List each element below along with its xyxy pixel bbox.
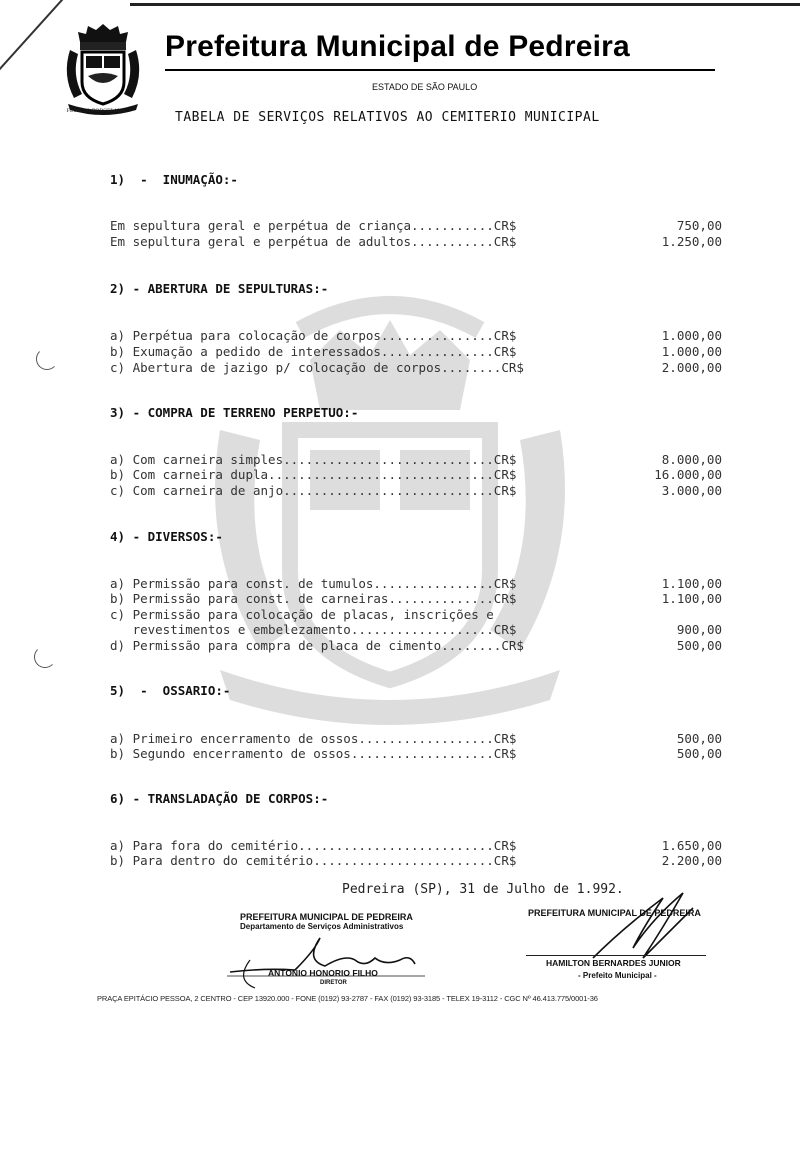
list-item: a) Primeiro encerramento de ossos..................CR$ — [110, 731, 517, 746]
footer-address: PRAÇA EPITÁCIO PESSOA, 2 CENTRO - CEP 13920.000 - FONE (0192) 93-2787 - FAX (0192) 93-3185 - TELEX 19-3112 - CGC Nº 46.413.775/0001-36 — [97, 994, 598, 1003]
section-inumacao-title: 1) - INUMAÇÃO:- — [110, 172, 238, 187]
signature-block-right — [528, 908, 738, 980]
section-ossario-title: 5) - OSSARIO:- — [110, 683, 231, 698]
section-transladacao-title: 6) - TRANSLADAÇÃO DE CORPOS:- — [110, 791, 329, 806]
signature-org: PREFEITURA MUNICIPAL DE PEDREIRA — [528, 908, 701, 918]
section-diversos-title: 4) - DIVERSOS:- — [110, 529, 223, 544]
list-item: a) Perpétua para colocação de corpos...............CR$ — [110, 328, 517, 343]
signature-rule-right — [526, 955, 706, 956]
item-price: 1.250,00 — [661, 234, 722, 249]
item-price: 16.000,00 — [654, 467, 722, 482]
title-underline — [165, 69, 715, 71]
list-item: b) Com carneira dupla..............................CR$ — [110, 467, 517, 482]
handwritten-signature-icon — [583, 888, 703, 968]
signature-dept: Departamento de Serviços Administrativos — [240, 922, 404, 931]
section-abertura-title: 2) - ABERTURA DE SEPULTURAS:- — [110, 281, 329, 296]
item-price: 1.650,00 — [661, 838, 722, 853]
state-subtitle: ESTADO DE SÃO PAULO — [372, 82, 478, 92]
item-price: 2.200,00 — [661, 853, 722, 868]
list-item: Em sepultura geral e perpétua de criança...........CR$ — [110, 218, 517, 233]
signature-name: ANTONIO HONORIO FILHO — [268, 968, 378, 978]
item-price: 500,00 — [676, 746, 722, 761]
item-price: 900,00 — [676, 622, 722, 637]
list-item: d) Permissão para compra de placa de cimento........CR$ — [110, 638, 524, 653]
item-price: 8.000,00 — [661, 452, 722, 467]
item-price: 1.000,00 — [661, 328, 722, 343]
list-item: b) Para dentro do cemitério........................CR$ — [110, 853, 517, 868]
municipal-crest-icon — [58, 20, 148, 120]
list-item: a) Para fora do cemitério..........................CR$ — [110, 838, 517, 853]
list-item: Em sepultura geral e perpétua de adultos...........CR$ — [110, 234, 517, 249]
signature-name: HAMILTON BERNARDES JUNIOR — [546, 958, 681, 968]
signature-org: PREFEITURA MUNICIPAL DE PEDREIRA — [240, 912, 413, 922]
list-item: c) Com carneira de anjo............................CR$ — [110, 483, 517, 498]
list-item: b) Segundo encerramento de ossos...................CR$ — [110, 746, 517, 761]
list-item: revestimentos e embelezamento...................CR$ — [110, 622, 517, 637]
crest-caption: FLOR DA PORCELANA — [66, 108, 126, 114]
item-price: 750,00 — [676, 218, 722, 233]
item-price: 3.000,00 — [661, 483, 722, 498]
punch-hole — [34, 646, 56, 668]
dateline: Pedreira (SP), 31 de Julho de 1.992. — [342, 882, 624, 897]
item-price: 1.100,00 — [661, 576, 722, 591]
top-edge-line — [130, 3, 800, 6]
signature-role: - Prefeito Municipal - — [578, 971, 657, 980]
table-heading: TABELA DE SERVIÇOS RELATIVOS AO CEMITERIO MUNICIPAL — [175, 110, 600, 125]
item-price: 500,00 — [676, 731, 722, 746]
section-compra-terreno-title: 3) - COMPRA DE TERRENO PERPETUO:- — [110, 405, 359, 420]
list-item: a) Permissão para const. de tumulos................CR$ — [110, 576, 517, 591]
signature-role: DIRETOR — [320, 980, 347, 986]
list-item: c) Abertura de jazigo p/ colocação de corpos........CR$ — [110, 360, 524, 375]
item-price: 1.100,00 — [661, 591, 722, 606]
page-title: Prefeitura Municipal de Pedreira — [165, 30, 630, 63]
item-price: 2.000,00 — [661, 360, 722, 375]
list-item: b) Permissão para const. de carneiras..............CR$ — [110, 591, 517, 606]
list-item: b) Exumação a pedido de interessados...............CR$ — [110, 344, 517, 359]
item-price: 500,00 — [676, 638, 722, 653]
item-price: 1.000,00 — [661, 344, 722, 359]
list-item: c) Permissão para colocação de placas, inscrições e — [110, 607, 494, 622]
punch-hole — [36, 348, 58, 370]
signature-block-left — [240, 912, 440, 986]
list-item: a) Com carneira simples............................CR$ — [110, 452, 517, 467]
